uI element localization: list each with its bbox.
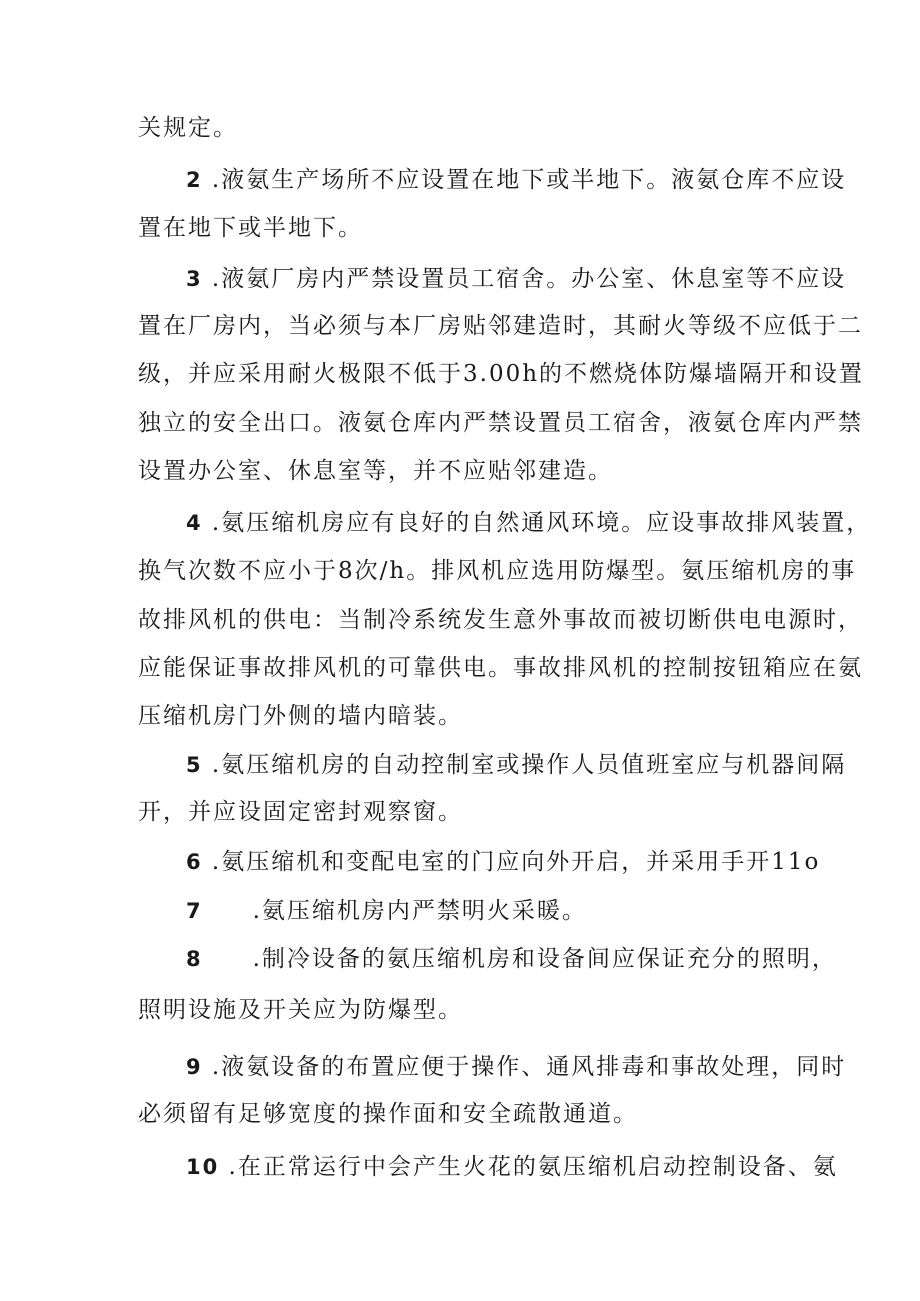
text-line-11 bbox=[138, 605, 863, 635]
text-line-item-10 bbox=[186, 1152, 838, 1182]
line-text: .制冷设备的氨压缩机房和设备间应保证充分的照明， bbox=[252, 946, 837, 972]
line-text: 必须留有足够宽度的操作面和安全疏散通道。 bbox=[138, 1101, 638, 1127]
item-number: 5 bbox=[186, 753, 203, 777]
text-line-12 bbox=[138, 653, 863, 683]
text-line-item-4 bbox=[186, 508, 872, 538]
text-line-7 bbox=[138, 408, 863, 438]
text-line-8 bbox=[138, 456, 802, 486]
text-line-item-3 bbox=[186, 264, 847, 294]
line-text: 开，并应设固定密封观察窗。 bbox=[138, 799, 463, 825]
text-line-item-7 bbox=[186, 896, 802, 926]
item-number: 3 bbox=[186, 267, 203, 291]
text-line-item-5 bbox=[186, 750, 847, 780]
item-number: 10 bbox=[186, 1155, 220, 1179]
line-text: .氨压缩机房的自动控制室或操作人员值班室应与机器间隔 bbox=[202, 752, 847, 778]
item-number: 6 bbox=[186, 850, 203, 874]
text-line-19 bbox=[138, 995, 802, 1025]
text-line-10 bbox=[138, 556, 857, 586]
text-line-item-8 bbox=[186, 944, 837, 974]
line-text: 独立的安全出口。液氨仓库内严禁设置员工宿舍，液氨仓库内严禁 bbox=[138, 410, 863, 436]
line-text: 置在地下或半地下。 bbox=[138, 215, 363, 241]
line-text: .液氨设备的布置应便于操作、通风排毒和事故处理，同时 bbox=[202, 1054, 847, 1080]
item-number: 7 bbox=[186, 899, 203, 923]
text-line-21 bbox=[138, 1099, 802, 1129]
item-number: 8 bbox=[186, 947, 203, 971]
line-text: 故排风机的供电：当制冷系统发生意外事故而被切断供电电源时， bbox=[138, 607, 863, 633]
line-text: 级，并应采用耐火极限不低于3.00h的不燃烧体防爆墙隔开和设置 bbox=[138, 361, 865, 387]
line-text: 置在厂房内，当必须与本厂房贴邻建造时，其耐火等级不应低于二 bbox=[138, 313, 863, 339]
text-line-1 bbox=[138, 113, 802, 143]
text-line-6 bbox=[138, 359, 865, 389]
text-line-item-9 bbox=[186, 1052, 847, 1082]
text-line-item-2 bbox=[186, 165, 847, 195]
text-line-13 bbox=[138, 701, 802, 731]
text-line-item-6 bbox=[186, 847, 821, 877]
text-line-15 bbox=[138, 797, 802, 827]
item-number: 4 bbox=[186, 511, 203, 535]
line-text: .液氨生产场所不应设置在地下或半地下。液氨仓库不应设 bbox=[202, 167, 847, 193]
line-text: 换气次数不应小于8次/h。排风机应选用防爆型。氨压缩机房的事 bbox=[138, 558, 857, 584]
line-text: 应能保证事故排风机的可靠供电。事故排风机的控制按钮箱应在氨 bbox=[138, 655, 863, 681]
line-text: .液氨厂房内严禁设置员工宿舍。办公室、休息室等不应设 bbox=[202, 266, 847, 292]
line-text: .氨压缩机和变配电室的门应向外开启，并采用手开11o bbox=[202, 849, 821, 875]
line-text: .氨压缩机房内严禁明火采暖。 bbox=[252, 898, 587, 924]
line-text: 压缩机房门外侧的墙内暗装。 bbox=[138, 703, 463, 729]
item-number: 9 bbox=[186, 1055, 203, 1079]
line-text: 关规定。 bbox=[138, 115, 238, 141]
line-text: 照明设施及开关应为防爆型。 bbox=[138, 997, 463, 1023]
line-text: 设置办公室、休息室等，并不应贴邻建造。 bbox=[138, 458, 613, 484]
item-number: 2 bbox=[186, 168, 203, 192]
text-line-3 bbox=[138, 213, 802, 243]
text-line-5 bbox=[138, 311, 863, 341]
line-text: .氨压缩机房应有良好的自然通风环境。应设事故排风装置， bbox=[202, 510, 872, 536]
line-text: .在正常运行中会产生火花的氨压缩机启动控制设备、氨 bbox=[219, 1154, 838, 1180]
